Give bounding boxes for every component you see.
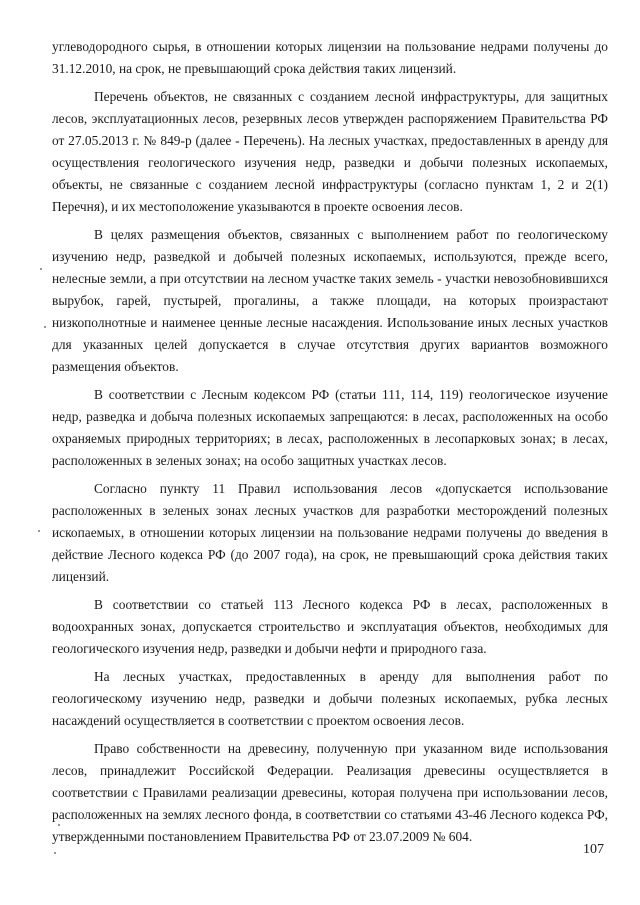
paragraph-felling: На лесных участках, предоставленных в аренду для выполнения работ по геологическому изучению недр, разведки и добычи полезных ископаемых, рубка лесных насаждений осуществляется в соответствии с проектом освоения лесов. bbox=[52, 669, 608, 728]
paragraph-list-of-objects: Перечень объектов, не связанных с созданием лесной инфраструктуры, для защитных лесов, эксплуатационных лесов, резервных лесов утвержден распоряжением Правительства РФ от 27.05.2013 г. № 849-р (далее - Перечень). На лесных участках, предоставленных в аренду для осуществления геологического изучения недр, разведки и добычи полезных ископаемых, объекты, не связанные с созданием лесной инфраструктуры (согласно пунктам 1, 2 и 2(1) Перечня), и их местоположение указываются в проекте освоения лесов. bbox=[52, 89, 608, 214]
scan-speck bbox=[58, 824, 60, 826]
paragraph-timber-ownership: Право собственности на древесину, полученную при указанном виде использования лесов, принадлежит Российской Федерации. Реализация древесины осуществляется в соответствии с Правилами реализации древесины, которая получена при использовании лесов, расположенных на землях лесного фонда, в соответствии со статьями 43-46 Лесного кодекса РФ, утвержденными постановлением Правительства РФ от 23.07.2009 № 604. bbox=[52, 741, 608, 844]
scan-speck bbox=[54, 852, 56, 854]
page-number: 107 bbox=[583, 842, 604, 857]
scan-speck bbox=[44, 326, 46, 328]
paragraph-article-113: В соответствии со статьей 113 Лесного кодекса РФ в лесах, расположенных в водоохранных зонах, допускается строительство и эксплуатация объектов, необходимых для геологического изучения недр, разведки и добычи нефти и природного газа. bbox=[52, 597, 608, 656]
paragraph-continuation: углеводородного сырья, в отношении которых лицензии на пользование недрами получены до 31.12.2010, на срок, не превышающий срока действия таких лицензий. bbox=[52, 39, 608, 76]
scan-speck bbox=[38, 530, 40, 532]
paragraph-forest-code-prohibitions: В соответствии с Лесным кодексом РФ (статьи 111, 114, 119) геологическое изучение недр, разведка и добыча полезных ископаемых запрещаются: в лесах, расположенных на особо охраняемых природных территориях; в лесах, расположенных в лесопарковых зонах; в лесах, расположенных в зеленых зонах; на особо защитных участках лесов. bbox=[52, 387, 608, 468]
paragraph-rules-clause-11: Согласно пункту 11 Правил использования лесов «допускается использование расположенных в зеленых зонах лесных участков для разработки месторождений полезных ископаемых, в отношении которых лицензии на пользование недрами получены до введения в действие Лесного кодекса РФ (до 2007 года), на срок, не превышающий срока действия таких лицензий. bbox=[52, 481, 608, 584]
document-body bbox=[52, 36, 608, 848]
paragraph-placement-of-objects: В целях размещения объектов, связанных с выполнением работ по геологическому изучению недр, разведкой и добычей полезных ископаемых, используются, прежде всего, нелесные земли, а при отсутствии на лесном участке таких земель - участки невозобновившихся вырубок, гарей, пустырей, прогалины, а также площади, на которых произрастают низкополнотные и наименее ценные лесные насаждения. Использование иных лесных участков для указанных целей допускается в случае отсутствия других вариантов возможного размещения объектов. bbox=[52, 227, 608, 374]
scan-speck bbox=[40, 268, 42, 270]
